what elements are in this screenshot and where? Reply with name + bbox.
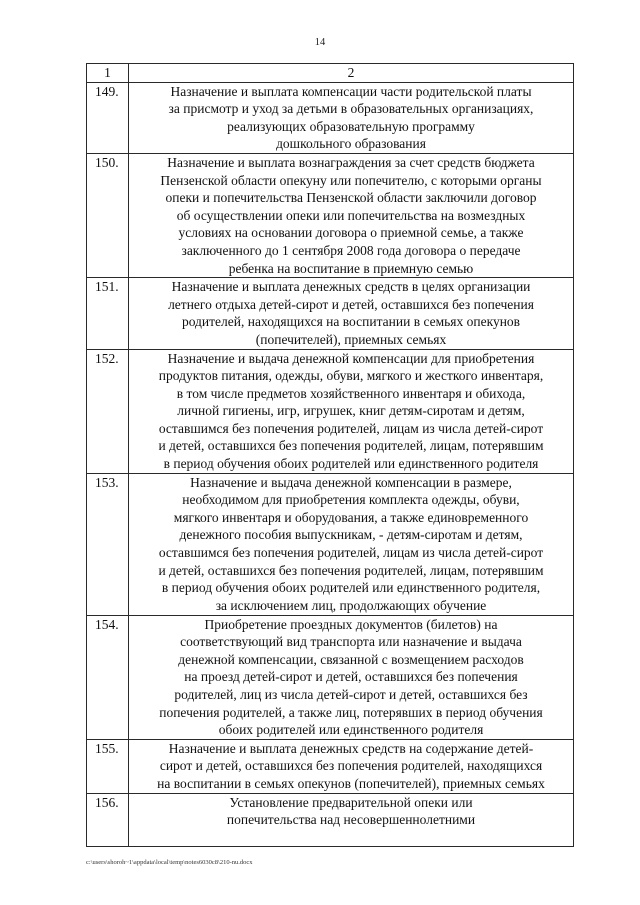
row-text bbox=[129, 473, 574, 615]
row-text-line: сирот и детей, оставшихся без попечения родителей, находящихся bbox=[159, 758, 543, 774]
row-text bbox=[129, 349, 574, 473]
row-text-line: оставшимся без попечения родителей, лицам из числа детей-сирот bbox=[158, 545, 544, 561]
row-number: 154. bbox=[87, 615, 129, 739]
row-text-line: опеки и попечительства Пензенской области заключили договор bbox=[165, 190, 537, 206]
column-header-number: 1 bbox=[87, 64, 129, 83]
row-text bbox=[129, 793, 574, 846]
row-text-line: денежного пособия выпускникам, - детям-сиротам и детям, bbox=[179, 527, 523, 543]
page-number: 14 bbox=[314, 37, 326, 48]
row-text-line: оставшимся без попечения родителей, лицам из числа детей-сирот bbox=[158, 420, 544, 436]
row-text-line: в период обучения обоих родителей или единственного родителя bbox=[163, 456, 539, 472]
row-text-line: в том числе предметов хозяйственного инвентаря и обихода, bbox=[176, 385, 526, 401]
column-header-name: 2 bbox=[129, 64, 574, 83]
table-row bbox=[87, 82, 574, 153]
row-text-line: личной гигиены, игр, игрушек, книг детям-сиротам и детям, bbox=[177, 403, 525, 419]
row-text-line: продуктов питания, одежды, обуви, мягкого и жесткого инвентаря, bbox=[158, 368, 544, 384]
row-text-line: на воспитании в семьях опекунов (попечителей), приемных семьях bbox=[157, 776, 545, 791]
row-text-line: Назначение и выдача денежной компенсации в размере, bbox=[190, 474, 512, 490]
table-row bbox=[87, 278, 574, 349]
row-text-line: родителей, лиц из числа детей-сирот и детей, оставшихся без bbox=[174, 687, 528, 703]
table-row bbox=[87, 739, 574, 793]
row-text bbox=[129, 615, 574, 739]
row-text-line: Приобретение проездных документов (билетов) на bbox=[204, 616, 498, 632]
footer-file-path: c:\users\shoroh~1\appdata\local\temp\notes6030c8\210-nu.docx bbox=[86, 859, 253, 866]
table-header-row bbox=[87, 64, 574, 83]
row-number: 149. bbox=[87, 82, 129, 153]
row-text bbox=[129, 153, 574, 277]
row-text-line: дошкольного образования bbox=[276, 136, 426, 152]
row-text-line: ребенка на воспитание в приемную семью bbox=[228, 260, 474, 276]
row-text-line: Назначение и выплата компенсации части родительской платы bbox=[170, 83, 532, 99]
row-text-line: Назначение и выплата вознаграждения за счет средств бюджета bbox=[167, 154, 535, 170]
row-text-line: соответствующий вид транспорта или назначение и выдача bbox=[180, 634, 522, 650]
table-row bbox=[87, 793, 574, 846]
row-text-line: на проезд детей-сирот и детей, оставшихся без попечения bbox=[184, 669, 518, 685]
row-number: 155. bbox=[87, 739, 129, 793]
row-text-line: мягкого инвентаря и оборудования, а также единовременного bbox=[173, 509, 529, 525]
row-text-line: попечительства над несовершеннолетними bbox=[226, 812, 476, 828]
row-text-line: Назначение и выплата денежных средств в целях организации bbox=[171, 279, 531, 295]
row-text-line: Назначение и выплата денежных средств на содержание детей- bbox=[168, 740, 534, 756]
row-text-line: летнего отдыха детей-сирот и детей, оставшихся без попечения bbox=[168, 296, 534, 312]
services-table bbox=[86, 63, 574, 847]
row-text-line: за исключением лиц, продолжающих обучение bbox=[215, 597, 487, 613]
row-number: 152. bbox=[87, 349, 129, 473]
row-text-line: родителей, находящихся на воспитании в семьях опекунов bbox=[181, 314, 521, 330]
row-text-line: Назначение и выдача денежной компенсации для приобретения bbox=[167, 350, 535, 366]
table-row bbox=[87, 615, 574, 739]
row-text-line: попечения родителей, а также лиц, потерявших в период обучения bbox=[159, 704, 543, 720]
row-text-line: (попечителей), приемных семьях bbox=[255, 331, 447, 347]
row-text-line: и детей, оставшихся без попечения родителей, лицам, потерявшим bbox=[158, 562, 544, 578]
row-text-line: Пензенской области опекуну или попечителю, с которыми органы bbox=[160, 172, 542, 188]
table-row bbox=[87, 153, 574, 277]
row-text-line: и детей, оставшихся без попечения родителей, лицам, потерявшим bbox=[158, 438, 544, 454]
table-row bbox=[87, 349, 574, 473]
row-text bbox=[129, 739, 574, 793]
row-text bbox=[129, 278, 574, 349]
row-text-line: Установление предварительной опеки или bbox=[229, 794, 473, 810]
row-text-line: за присмотр и уход за детьми в образовательных организациях, bbox=[168, 101, 534, 117]
row-number: 151. bbox=[87, 278, 129, 349]
row-text-line: необходимом для приобретения комплекта одежды, обуви, bbox=[182, 492, 520, 508]
row-text bbox=[129, 82, 574, 153]
row-text-line: заключенного до 1 сентября 2008 года договора о передаче bbox=[181, 242, 521, 258]
row-text-line: денежной компенсации, связанной с возмещением расходов bbox=[178, 651, 524, 667]
row-number: 150. bbox=[87, 153, 129, 277]
row-number: 153. bbox=[87, 473, 129, 615]
row-text-line: реализующих образовательную программу bbox=[227, 118, 475, 134]
table-row bbox=[87, 473, 574, 615]
row-text-line: об осуществлении опеки или попечительства на возмездных bbox=[176, 207, 526, 223]
row-text-line: в период обучения обоих родителей или единственного родителя, bbox=[161, 580, 541, 596]
row-number: 156. bbox=[87, 793, 129, 846]
row-text-line: условиях на основании договора о приемной семье, а также bbox=[178, 225, 524, 241]
row-text-line: обоих родителей или единственного родителя bbox=[218, 722, 484, 738]
